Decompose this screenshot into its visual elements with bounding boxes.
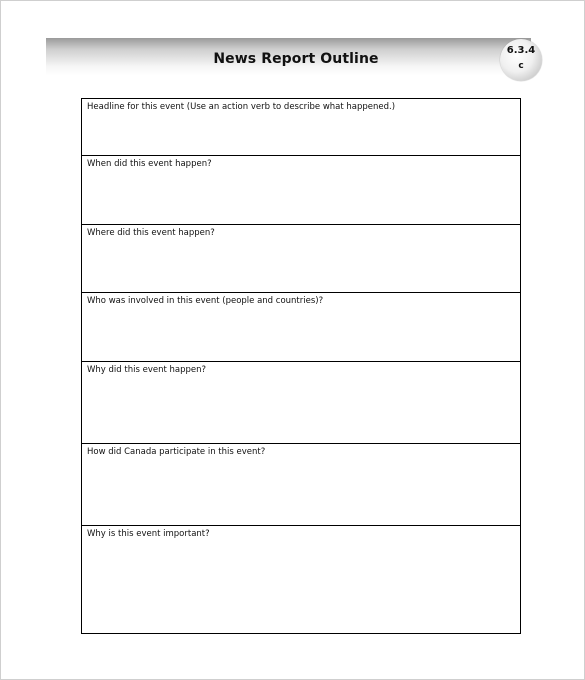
- row-prompt: Who was involved in this event (people and countries)?: [87, 296, 324, 306]
- row-prompt: Why did this event happen?: [87, 365, 207, 375]
- outline-row-how[interactable]: [82, 443, 520, 525]
- badge-letter: c: [518, 61, 524, 71]
- row-prompt: Where did this event happen?: [87, 228, 215, 238]
- title-banner: [46, 38, 531, 76]
- outline-row-importance[interactable]: [82, 525, 520, 633]
- outline-row-when[interactable]: [82, 155, 520, 224]
- row-prompt: When did this event happen?: [87, 159, 212, 169]
- outline-row-who[interactable]: [82, 292, 520, 361]
- page-title: News Report Outline: [213, 51, 379, 67]
- outline-row-where[interactable]: [82, 224, 520, 292]
- outline-row-why[interactable]: [82, 361, 520, 443]
- row-prompt: Why is this event important?: [87, 529, 210, 539]
- outline-row-headline[interactable]: [82, 99, 520, 155]
- outline-table: [81, 98, 521, 634]
- row-prompt: How did Canada participate in this event?: [87, 447, 266, 457]
- lesson-badge-icon: [500, 39, 542, 81]
- row-prompt: Headline for this event (Use an action verb to describe what happened.): [87, 102, 396, 112]
- badge-number: 6.3.4: [506, 45, 536, 56]
